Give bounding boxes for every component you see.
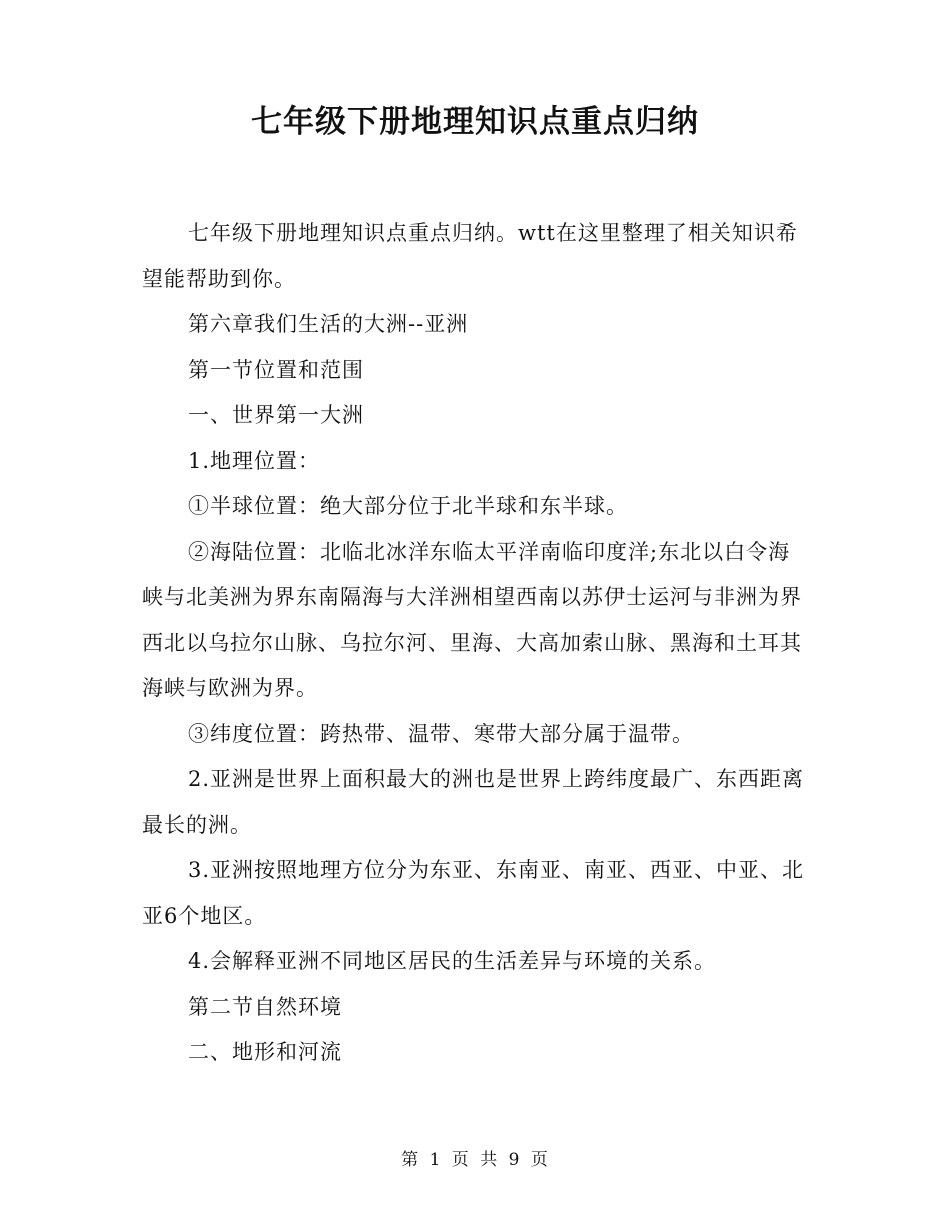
paragraph-item: 3.亚洲按照地理方位分为东亚、东南亚、南亚、西亚、中亚、北亚6个地区。 <box>142 858 805 928</box>
paragraph-item: 1.地理位置： <box>188 448 321 473</box>
paragraph-subheading: 一、世界第一大洲 <box>188 403 364 427</box>
paragraph-section-heading: 第一节位置和范围 <box>188 357 364 382</box>
document-title: 七年级下册地理知识点重点归纳 <box>251 104 699 140</box>
paragraph-item: 2.亚洲是世界上面积最大的洲也是世界上跨纬度最广、东西距离最长的洲。 <box>142 767 805 837</box>
paragraph-item: ②海陆位置：北临北冰洋东临太平洋南临印度洋;东北以白令海峡与北美洲为界东南隔海与大洋洲相望西南以苏伊士运河与非洲为界西北以乌拉尔山脉、乌拉尔河、里海、大高加索山脉、黑海和土耳其海峡与欧洲为界。 <box>142 539 802 700</box>
paragraph-item: 4.会解释亚洲不同地区居民的生活差异与环境的关系。 <box>188 949 717 973</box>
paragraph-item: ③纬度位置：跨热带、温带、寒带大部分属于温带。 <box>188 721 694 746</box>
paragraph-chapter-heading: 第六章我们生活的大洲--亚洲 <box>188 312 469 336</box>
paragraph-subheading: 二、地形和河流 <box>188 1040 342 1064</box>
paragraph-section-heading: 第二节自然环境 <box>188 994 342 1019</box>
page-footer: 第 1 页 共 9 页 <box>401 1150 549 1170</box>
document-body <box>142 211 810 1076</box>
paragraph-intro: 七年级下册地理知识点重点归纳。wtt在这里整理了相关知识希望能帮助到你。 <box>142 221 798 291</box>
paragraph-item: ①半球位置：绝大部分位于北半球和东半球。 <box>188 494 628 518</box>
